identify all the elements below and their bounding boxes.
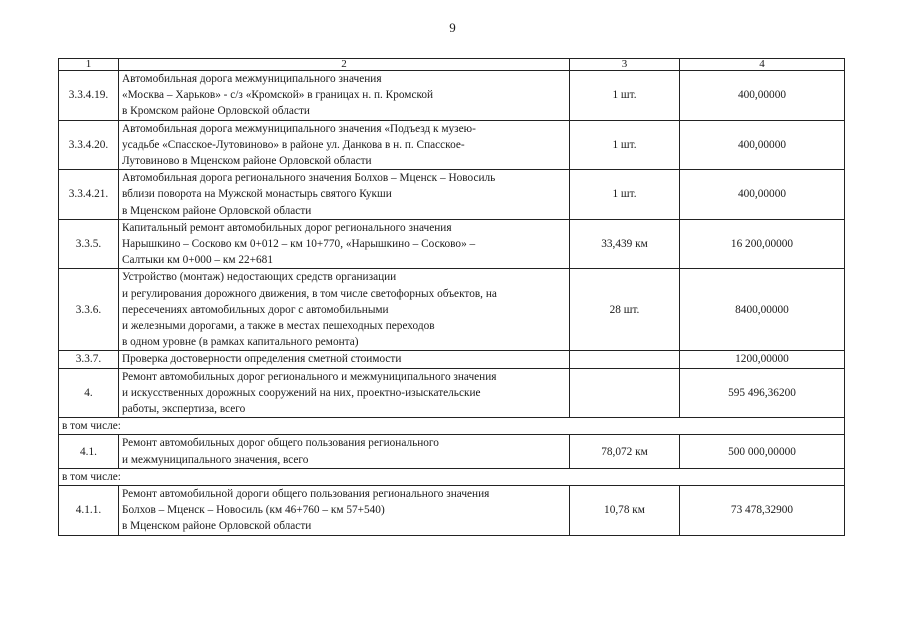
- row-description: Ремонт автомобильных дорог общего пользования регионального и межмуниципального значения, всего: [119, 435, 570, 468]
- row-description: Капитальный ремонт автомобильных дорог регионального значения Нарышкино – Сосково км 0+012 – км 10+770, «Нарышкино – Сосково» – Салтыки км 0+000 – км 22+681: [119, 219, 570, 269]
- header-col-4: 4: [680, 59, 845, 71]
- row-number: 3.3.4.19.: [59, 71, 119, 121]
- row-quantity: 1 шт.: [570, 71, 680, 121]
- row-number: 4.1.: [59, 435, 119, 468]
- in-that-number-label: в том числе:: [59, 418, 845, 435]
- row-quantity: [570, 351, 680, 368]
- row-amount: 16 200,00000: [680, 219, 845, 269]
- row-number: 3.3.5.: [59, 219, 119, 269]
- row-amount: 1200,00000: [680, 351, 845, 368]
- row-description: Автомобильная дорога регионального значения Болхов – Мценск – Новосиль вблизи поворота на Мужской монастырь святого Кукши в Мценском районе Орловской области: [119, 170, 570, 220]
- row-amount: 595 496,36200: [680, 368, 845, 418]
- row-description: Автомобильная дорога межмуниципального значения «Подъезд к музею- усадьбе «Спасское-Лутовиново» в районе ул. Данкова в н. п. Спасское- Лутовиново в Мценском районе Орловской области: [119, 120, 570, 170]
- row-quantity: 1 шт.: [570, 170, 680, 220]
- table-row: [59, 435, 845, 468]
- table-header-row: [59, 59, 845, 71]
- table-row: [59, 71, 845, 121]
- row-amount: 400,00000: [680, 170, 845, 220]
- row-number: 3.3.4.21.: [59, 170, 119, 220]
- row-number: 4.: [59, 368, 119, 418]
- header-col-2: 2: [119, 59, 570, 71]
- row-quantity: [570, 368, 680, 418]
- header-col-3: 3: [570, 59, 680, 71]
- row-description: Ремонт автомобильных дорог регионального и межмуниципального значения и искусственных дорожных сооружений на них, проектно-изыскательские работы, экспертиза, всего: [119, 368, 570, 418]
- row-description: Устройство (монтаж) недостающих средств организации и регулирования дорожного движения, в том числе светофорных объектов, на пересечениях автомобильных дорог с автомобильными и железными дорогами, а также в местах пешеходных переходов в одном уровне (в рамках капитального ремонта): [119, 269, 570, 351]
- row-amount: 400,00000: [680, 120, 845, 170]
- row-description: Проверка достоверности определения сметной стоимости: [119, 351, 570, 368]
- table-row: [59, 120, 845, 170]
- row-quantity: 33,439 км: [570, 219, 680, 269]
- page-number: 9: [449, 20, 456, 35]
- row-description: Автомобильная дорога межмуниципального значения «Москва – Харьков» - с/з «Кромской» в границах н. п. Кромской в Кромском районе Орловской области: [119, 71, 570, 121]
- table-row: [59, 219, 845, 269]
- row-quantity: 28 шт.: [570, 269, 680, 351]
- row-quantity: 10,78 км: [570, 486, 680, 536]
- row-number: 3.3.6.: [59, 269, 119, 351]
- row-quantity: 78,072 км: [570, 435, 680, 468]
- row-description: Ремонт автомобильной дороги общего пользования регионального значения Болхов – Мценск – Новосиль (км 46+760 – км 57+540) в Мценском районе Орловской области: [119, 486, 570, 536]
- row-amount: 73 478,32900: [680, 486, 845, 536]
- table-subheader-row: [59, 468, 845, 485]
- in-that-number-label: в том числе:: [59, 468, 845, 485]
- table-subheader-row: [59, 418, 845, 435]
- row-number: 3.3.7.: [59, 351, 119, 368]
- row-quantity: 1 шт.: [570, 120, 680, 170]
- table-row: [59, 486, 845, 536]
- table-row: [59, 368, 845, 418]
- row-number: 3.3.4.20.: [59, 120, 119, 170]
- header-col-1: 1: [59, 59, 119, 71]
- row-amount: 500 000,00000: [680, 435, 845, 468]
- budget-table: [58, 58, 845, 536]
- row-amount: 8400,00000: [680, 269, 845, 351]
- table-row: [59, 351, 845, 368]
- table-row: [59, 170, 845, 220]
- row-number: 4.1.1.: [59, 486, 119, 536]
- table-row: [59, 269, 845, 351]
- row-amount: 400,00000: [680, 71, 845, 121]
